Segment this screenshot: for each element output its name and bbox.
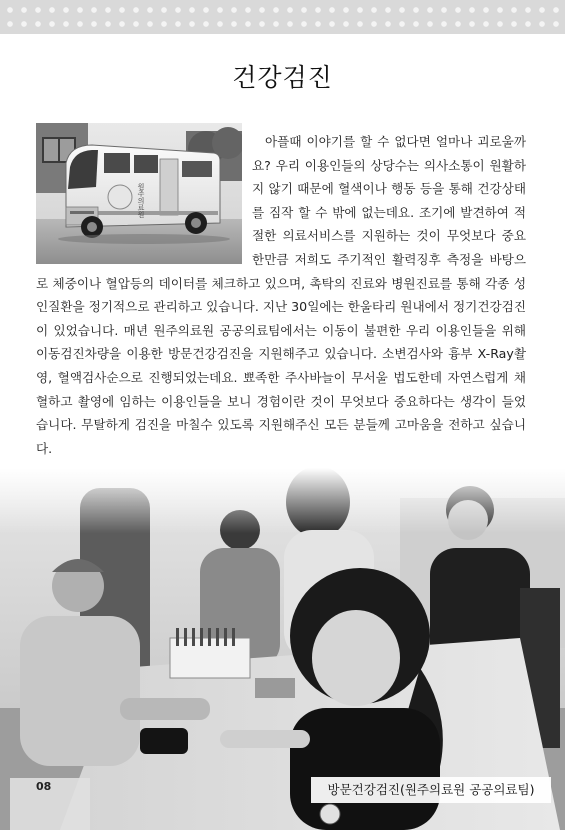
page-number: 08	[36, 780, 52, 793]
decorative-dot-band	[0, 0, 565, 34]
article-paragraph: 아플때 이야기를 할 수 없다면 얼마나 괴로울까요? 우리 이용인들의 상당수는 의사소통이 원활하지 않기 때문에 혈색이나 행동 등을 통해 건강상태를 짐작 할 수 밖에 없는데요. 조기에 발견하여 적절한 의료서비스를 지원하는 것이 무엇보다 중요한만큼 저희도 주기적인 활력징후 측정을 바탕으로 체중이나 혈압등의 데이터를 체크하고 있으며, 촉탁의 진료와 병원진료를 통해 각종 성인질환을 정기적으로 관리하고 있습니다. 지난 30일에는 한울타리 원내에서 정기건강검진이 있었습니다. 매년 원주의료원 공공의료팀에서는 이동이 불편한 우리 이용인들을 위해 이동검진차량을 이용한 방문건강검진을 지원해주고 있습니다. 소변검사와 흉부 X-Ray촬영, 혈액검사순으로 진행되었는데요. 뾰족한 주사바늘이 무서울 법도한데 자연스럽게 채혈하고 촬영에 임하는 이용인들을 보니 경험이란 것이 무엇보다 중요하다는 생각이 들었습니다. 무탈하게 검진을 마칠수 있도록 지원해주신 모든 분들께 고마움을 전하고 싶습니다.	[36, 134, 527, 456]
bus-label-text: 원주의료원	[137, 183, 145, 218]
page-title: 건강검진	[232, 63, 333, 92]
photo-caption: 방문건강검진(원주의료원 공공의료팀)	[311, 777, 551, 803]
article-body	[36, 130, 526, 460]
health-checkup-scene-photo	[0, 468, 565, 830]
photo-float-spacer	[36, 130, 252, 264]
